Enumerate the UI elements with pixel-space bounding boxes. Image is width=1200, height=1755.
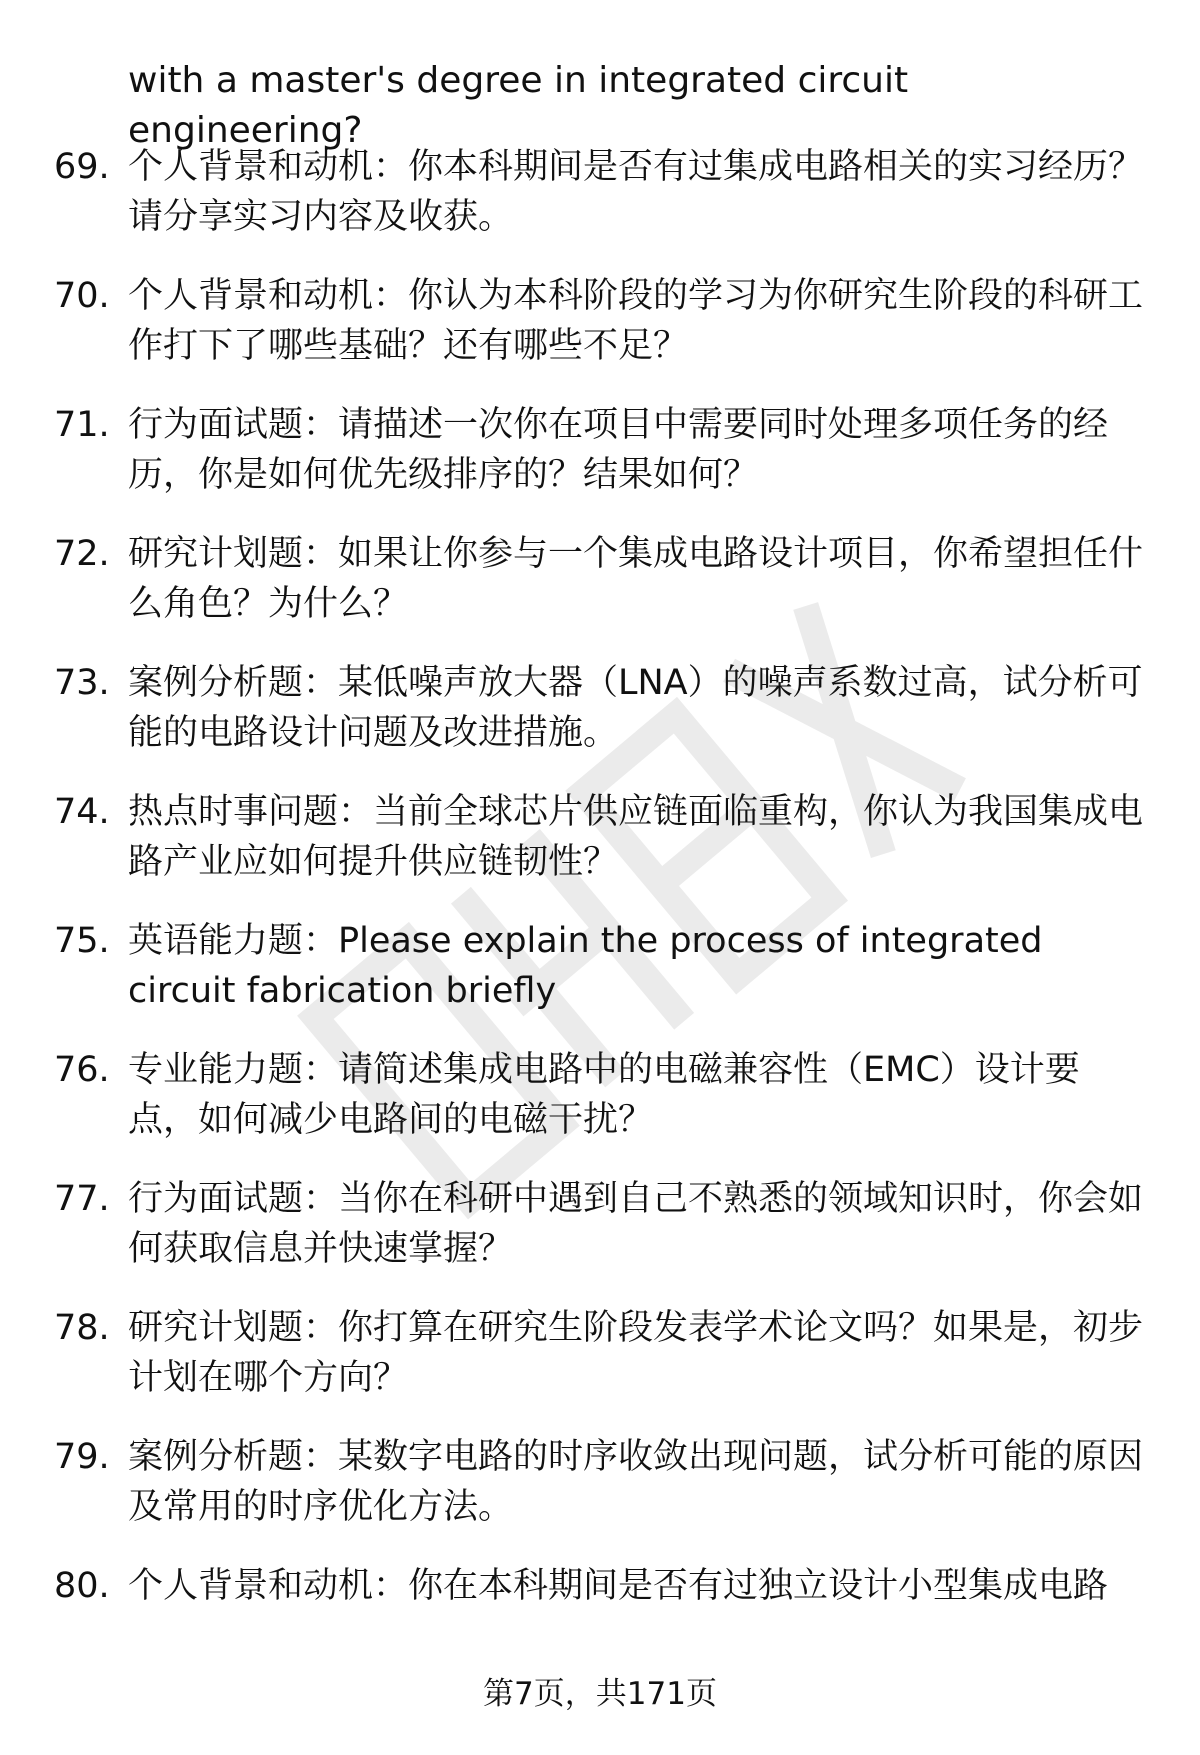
question-item [0,271,1200,371]
question-text: 个人背景和动机：你本科期间是否有过集成电路相关的实习经历？请分享实习内容及收获。 [128,147,1144,237]
question-number: 77. [54,1179,110,1219]
question-number: 71. [54,405,110,445]
question-item [0,1174,1200,1274]
question-item [0,400,1200,500]
question-text: 研究计划题：你打算在研究生阶段发表学术论文吗？如果是，初步计划在哪个方向？ [128,1308,1144,1398]
question-text: 行为面试题：当你在科研中遇到自己不熟悉的领域知识时，你会如何获取信息并快速掌握？ [128,1179,1144,1269]
question-text: 专业能力题：请简述集成电路中的电磁兼容性（EMC）设计要点，如何减少电路间的电磁干扰？ [128,1050,1080,1140]
question-text: 案例分析题：某低噪声放大器（LNA）的噪声系数过高，试分析可能的电路设计问题及改进措施。 [128,663,1143,753]
question-number: 73. [54,663,110,703]
question-text: 个人背景和动机：你在本科期间是否有过独立设计小型集成电路 [128,1566,1109,1606]
question-item [0,916,1200,1016]
question-text: 个人背景和动机：你认为本科阶段的学习为你研究生阶段的科研工作打下了哪些基础？还有哪些不足？ [128,276,1144,366]
question-text: 案例分析题：某数字电路的时序收敛出现问题，试分析可能的原因及常用的时序优化方法。 [128,1437,1144,1527]
question-number: 79. [54,1437,110,1477]
question-item [0,1045,1200,1145]
question-item [0,142,1200,242]
question-number: 72. [54,534,110,574]
question-number: 80. [54,1566,110,1606]
question-item [0,1303,1200,1403]
question-item [0,529,1200,629]
question-list [0,142,1200,1640]
question-number: 69. [54,147,110,187]
question-number: 76. [54,1050,110,1090]
page-footer: 第7页，共171页 [483,1676,717,1712]
question-number: 78. [54,1308,110,1348]
question-item [0,1432,1200,1532]
question-text: 英语能力题：Please explain the process of integrated circuit fabrication briefly [128,921,1043,1011]
continuation-text: with a master's degree in integrated circuit engineering? [128,60,909,151]
question-item [0,787,1200,887]
question-number: 75. [54,921,110,961]
question-text: 研究计划题：如果让你参与一个集成电路设计项目，你希望担任什么角色？为什么？ [128,534,1144,624]
question-text: 热点时事问题：当前全球芯片供应链面临重构，你认为我国集成电路产业应如何提升供应链韧性？ [128,792,1144,882]
question-item [0,1561,1200,1611]
question-text: 行为面试题：请描述一次你在项目中需要同时处理多项任务的经历，你是如何优先级排序的？结果如何？ [128,405,1109,495]
question-number: 74. [54,792,110,832]
question-item [0,658,1200,758]
question-number: 70. [54,276,110,316]
